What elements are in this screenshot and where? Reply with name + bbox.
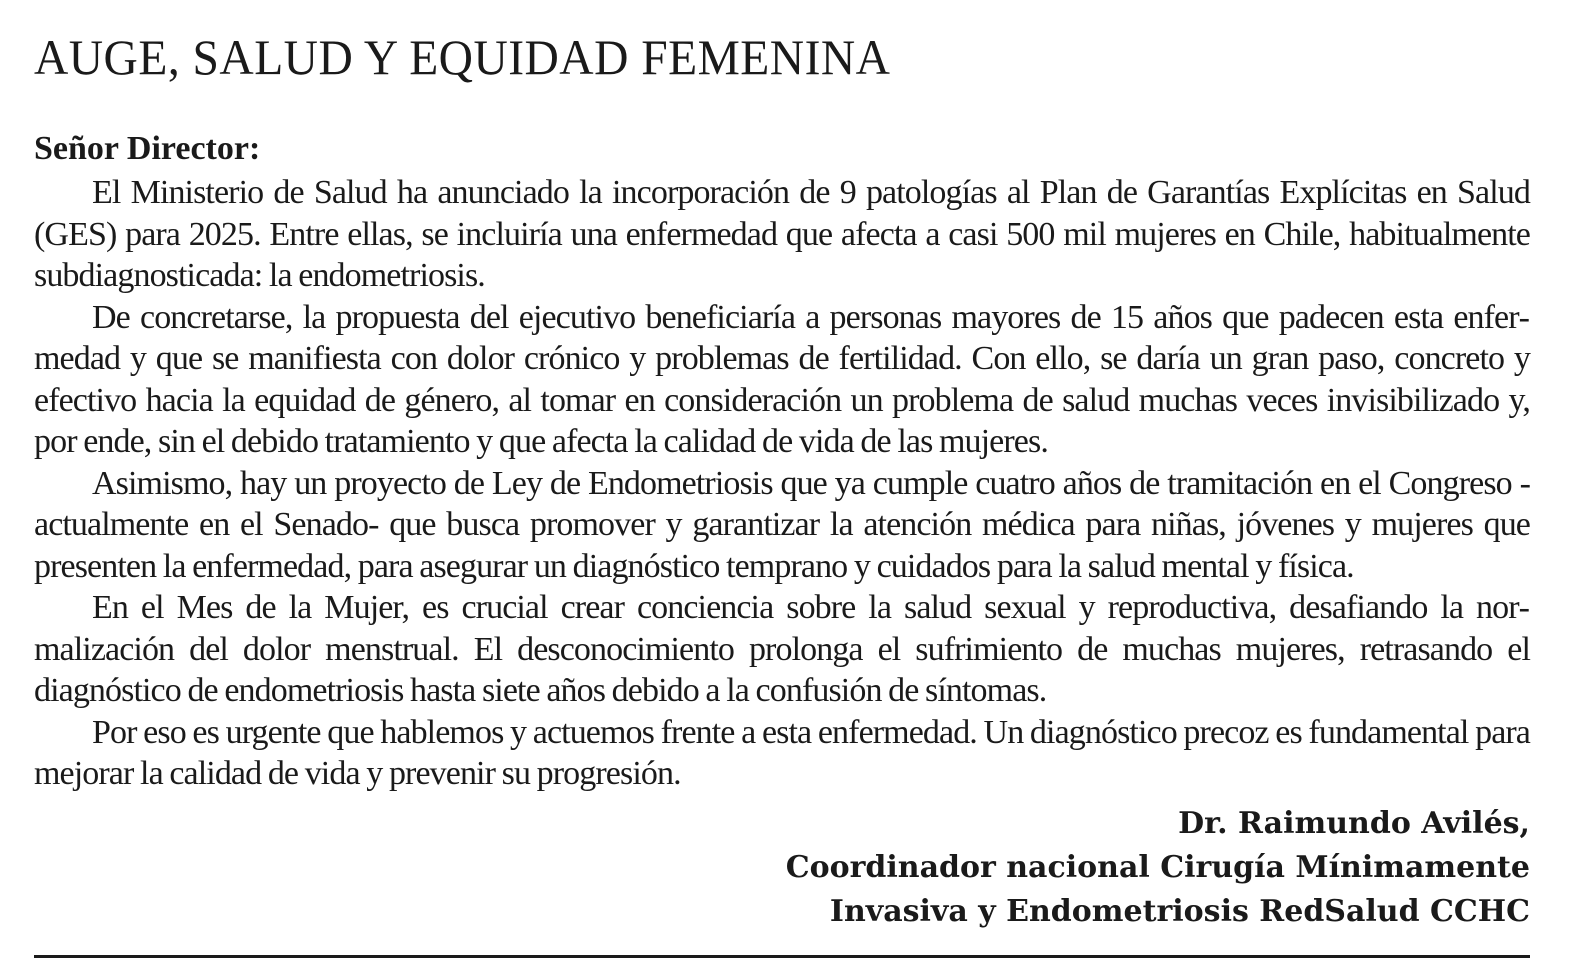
signature-role-line-1: Coordinador nacional Cirugía Mínimamente <box>785 850 1530 885</box>
salutation: Señor Director: <box>34 130 261 167</box>
paragraph-1: El Ministerio de Salud ha anunciado la incorporación de 9 patologías al Plan de Garantías Explícitas en Salud (GES) para 2025. Entre ellas, se incluiría una enfermedad que afecta a casi 500 mil mujeres en Chile, habitualmente subdiagnosticada: la endometriosis. <box>34 174 1530 294</box>
signature-block <box>786 802 1530 934</box>
paragraph-5: Por eso es urgente que hablemos y actuemos frente a esta enfermedad. Un diagnóstico precoz es fundamental para mejorar la calidad de vida y prevenir su progresión. <box>34 713 1530 792</box>
signature-name: Dr. Raimundo Avilés, <box>1178 806 1530 841</box>
bottom-divider <box>34 955 1530 958</box>
paragraph-3: Asimismo, hay un proyecto de Ley de Endometriosis que ya cumple cuatro años de tramitación en el Congreso -actualmente en el Senado- que busca promover y garantizar la atención médica para niñas, jóvenes y mujeres que presenten la enfermedad, para asegurar un diagnóstico temprano y cuidados para la salud mental y física. <box>34 464 1530 585</box>
paragraph-2: De concretarse, la propuesta del ejecutivo beneficiaría a personas mayores de 15 años que padecen esta enfermedad y que se manifiesta con dolor crónico y problemas de fertilidad. Con ello, se daría un gran paso, concreto y efectivo hacia la equidad de género, al tomar en consideración un problema de salud muchas veces invisibilizado y, por ende, sin el debido tratamiento y que afecta la calidad de vida de las mujeres. <box>34 298 1530 460</box>
signature-role-line-2: Invasiva y Endometriosis RedSalud CCHC <box>829 894 1530 929</box>
article-title: AUGE, SALUD Y EQUIDAD FEMENINA <box>34 29 891 85</box>
letter-to-editor <box>34 0 1530 795</box>
paragraph-4: En el Mes de la Mujer, es crucial crear conciencia sobre la salud sexual y reproductiva, desafiando la normalización del dolor menstrual. El desconocimiento prolonga el sufrimiento de muchas mujeres, retrasando el diagnóstico de endometriosis hasta siete años debido a la confusión de síntomas. <box>34 589 1530 709</box>
letter-body <box>34 172 1530 795</box>
